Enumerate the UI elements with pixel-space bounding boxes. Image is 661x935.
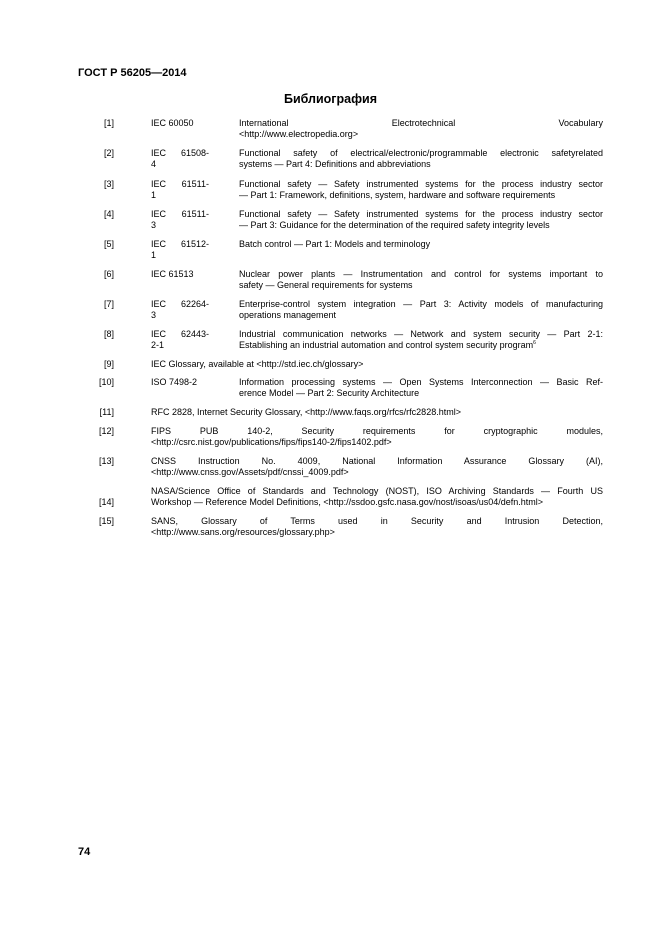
entry-number: [4] bbox=[103, 209, 114, 219]
page-title: Библиография bbox=[283, 92, 378, 106]
standard-code: IEC 61508- 4 bbox=[151, 148, 209, 170]
entry-number: [11] bbox=[99, 407, 114, 417]
entry-number: [5] bbox=[103, 239, 114, 249]
entry-description: Functional safety — Safety instrumented systems for the process industry sector — Part 3: Guidance for the determination of the required safety integrity levels bbox=[239, 209, 603, 231]
entry-number: [13] bbox=[98, 456, 114, 466]
entry-number: [10] bbox=[98, 377, 114, 387]
entry-description: CNSS Instruction No. 4009, National Information Assurance Glossary (AI), <http://www.cnss.gov/Assets/pdf/cnssi_4009.pdf> bbox=[151, 456, 603, 478]
entry-number: [3] bbox=[103, 179, 114, 189]
entry-description: Industrial communication networks — Network and system security — Part 2-1: Establishing an industrial automation and control system security program$^6$ bbox=[239, 329, 603, 351]
entry-number: [7] bbox=[103, 299, 114, 309]
entry-description: Batch control — Part 1: Models and terminology bbox=[239, 239, 431, 249]
standard-code: IEC 62264- 3 bbox=[151, 299, 209, 321]
entry-number: [12] bbox=[98, 426, 114, 436]
entry-description: Information processing systems — Open Systems Interconnection — Basic Ref- erence Model — Part 2: Security Architecture bbox=[239, 377, 603, 399]
entry-description: SANS, Glossary of Terms used in Security and Intrusion Detection, <http://www.sans.org/resources/glossary.php> bbox=[151, 516, 603, 538]
standard-code: IEC 62443- 2-1 bbox=[151, 329, 209, 351]
entry-description: Nuclear power plants — Instrumentation and control for systems important to safety — General requirements for systems bbox=[239, 269, 603, 291]
entry-number: [2] bbox=[103, 148, 114, 158]
standard-code: IEC 61511- 3 bbox=[151, 209, 209, 231]
entry-number: [14] bbox=[98, 497, 114, 507]
entry-description: Functional safety of electrical/electronic/programmable electronic safetyrelated systems — Part 4: Definitions and abbreviations bbox=[239, 148, 603, 170]
standard-code: IEC 61511- 1 bbox=[151, 179, 209, 201]
entry-description: NASA/Science Office of Standards and Technology (NOST), ISO Archiving Standards — Fourth US Workshop — Reference Model Definitions, <http://ssdoo.gsfc.nasa.gov/nost/isoas/us04/defn.html> bbox=[151, 486, 603, 508]
entry-description: IEC Glossary, available at <http://std.iec.ch/glossary> bbox=[151, 359, 364, 369]
entry-number: [15] bbox=[98, 516, 114, 526]
entry-description: International Electrotechnical Vocabulary <http://www.electropedia.org> bbox=[239, 118, 603, 140]
page-number: 74 bbox=[78, 846, 91, 858]
entry-description: Functional safety — Safety instrumented systems for the process industry sector — Part 1: Framework, definitions, system, hardware and software requirements bbox=[239, 179, 603, 201]
entry-description: FIPS PUB 140-2, Security requirements for cryptographic modules, <http://csrc.nist.gov/publications/fips/fips140-2/fips1402.pdf> bbox=[151, 426, 603, 448]
entry-number: [1] bbox=[103, 118, 114, 128]
footnote-marker: 6 bbox=[533, 340, 536, 347]
document-code: ГОСТ Р 56205—2014 bbox=[78, 67, 187, 79]
entry-description: RFC 2828, Internet Security Glossary, <http://www.faqs.org/rfcs/rfc2828.html> bbox=[151, 407, 461, 417]
standard-code: ISO 7498-2 bbox=[151, 377, 198, 387]
standard-code: IEC 61512- 1 bbox=[151, 239, 209, 261]
entry-number: [6] bbox=[103, 269, 114, 279]
entry-number: [8] bbox=[103, 329, 114, 339]
standard-code: IEC 60050 bbox=[151, 118, 194, 128]
entry-description: Enterprise-control system integration — Part 3: Activity models of manufacturing operations management bbox=[239, 299, 603, 321]
standard-code: IEC 61513 bbox=[151, 269, 194, 279]
entry-number: [9] bbox=[103, 359, 114, 369]
